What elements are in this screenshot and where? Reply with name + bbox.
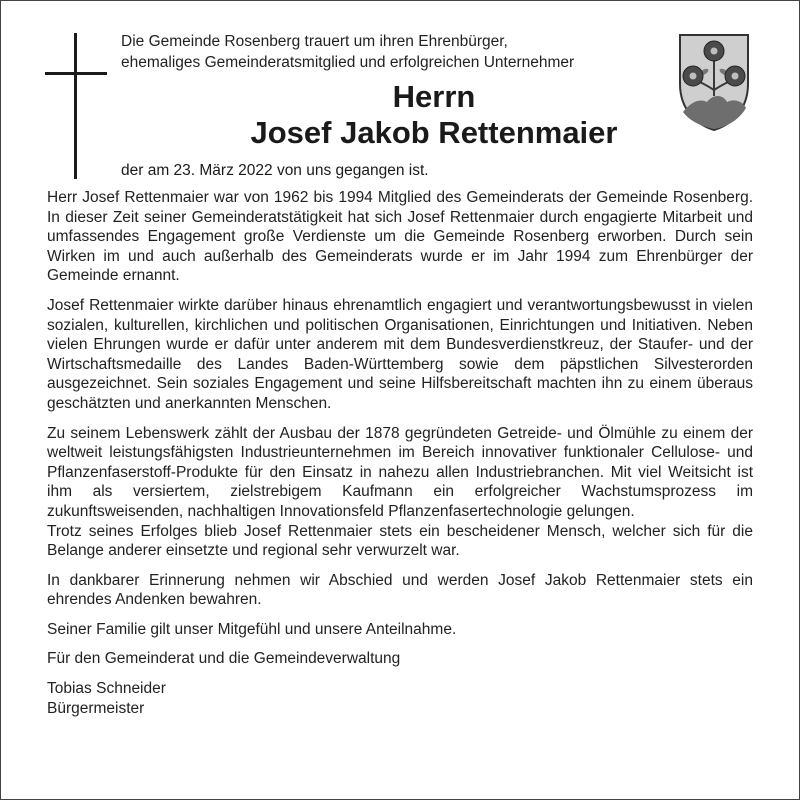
passing-line: der am 23. März 2022 von uns gegangen ist. [121,162,429,179]
body-paragraph: In dankbarer Erinnerung nehmen wir Abschied und werden Josef Jakob Rettenmaier stets ein ehrendes Andenken bewahren. [47,571,753,609]
body-paragraph: Seiner Familie gilt unser Mitgefühl und unsere Anteilnahme. [47,620,457,638]
signatory-name: Tobias Schneider [47,680,166,698]
name-heading [121,79,747,151]
obituary-body [47,188,753,719]
body-paragraph: Trotz seines Erfolges blieb Josef Rettenmaier stets ein bescheidener Mensch, welcher sich für die Belange anderer einsetzte und regional sehr verwurzelt war. [47,522,753,560]
deceased-name: Josef Jakob Rettenmaier [250,115,618,150]
body-paragraph: Für den Gemeinderat und die Gemeindeverwaltung [47,650,401,668]
cross-icon [45,33,107,179]
signature-block [47,679,753,719]
intro-line: Die Gemeinde Rosenberg trauert um ihren Ehrenbürger, [121,33,508,50]
intro-text [121,31,661,73]
body-paragraph: Herr Josef Rettenmaier war von 1962 bis 1994 Mitglied des Gemeinderats der Gemeinde Rosenberg. In dieser Zeit seiner Gemeinderatstätigkeit hat sich Josef Rettenmaier durch engagierte Mitarbeit und umfassendes Engagement große Verdienste um die Gemeinde Rosenberg erworben. Durch sein Wirken im und auch außerhalb des Gemeinderats wurde er im Jahr 1994 zum Ehrenbürger der Gemeinde ernannt. [47,189,753,285]
body-paragraph: Josef Rettenmaier wirkte darüber hinaus ehrenamtlich engagiert und verantwortungsbewusst in vielen sozialen, kulturellen, kirchlichen und politischen Organisationen, Einrichtungen und Initiativen. Neben vielen Ehrungen wurde er dafür unter anderem mit dem Bundesverdienstkreuz, der Staufer- und der Wirtschaftsmedaille des Landes Baden-Württemberg sowie dem päpstlichen Silvesterorden ausgezeichnet. Sein soziales Engagement und seine Hilfsbereitschaft machten ihn zu einem überaus geschätzten und anerkannten Menschen. [47,296,753,412]
intro-line: ehemaliges Gemeinderatsmitglied und erfolgreichen Unternehmer [121,54,575,71]
salutation: Herrn [392,79,476,114]
signatory-title: Bürgermeister [47,700,145,718]
body-paragraph: Zu seinem Lebenswerk zählt der Ausbau der 1878 gegründeten Getreide- und Ölmühle zu einem der weltweit leistungsfähigsten Industrieunternehmen im Bereich innovativer funktionaler Cellulose- und Pflanzenfaserstoff-Produkte für den Einsatz in nahezu allen Industriebranchen. Mit viel Weitsicht ist ihm als versiertem, zielstrebigem Kaufmann ein erfolgreicher Wachstumsprozess im zukunftsweisenden, nachhaltigen Innovationsfeld Pflanzenfasertechnologie gelungen. [47,424,753,520]
